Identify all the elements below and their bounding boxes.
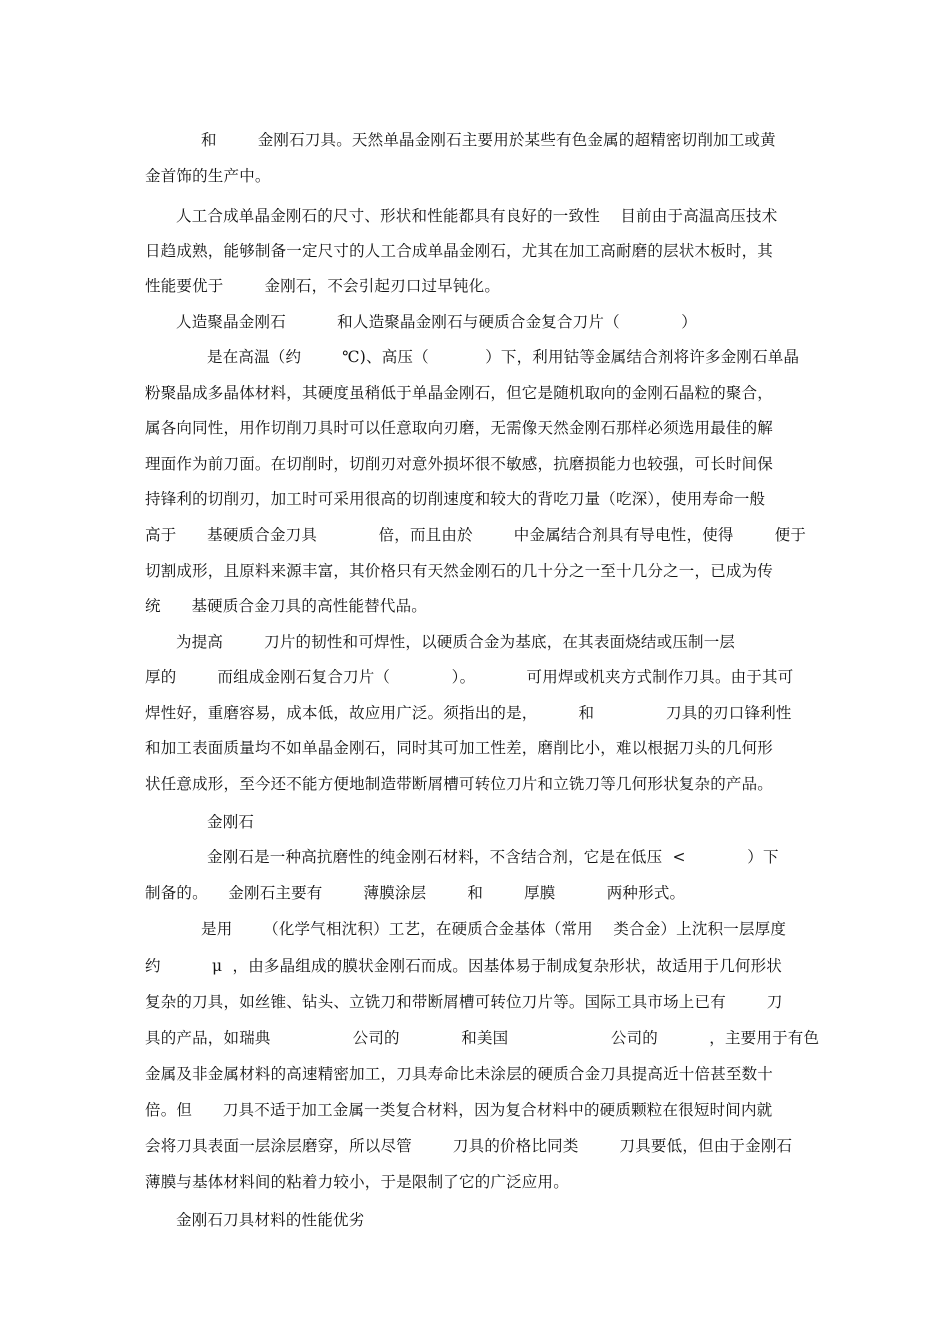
paragraph-line: 焊性好，重磨容易，成本低，故应用广泛。须指出的是， 和 刀具的刃口锋利性 <box>145 704 792 722</box>
section-heading: 金刚石刀具材料的性能优劣 <box>176 1211 365 1229</box>
paragraph-line: 理面作为前刀面。在切削时，切削刃对意外损坏很不敏感，抗磨损能力也较强，可长时间保 <box>145 455 774 473</box>
paragraph-line: 是在高温（约 ℃)、高压（ ）下，利用钴等金属结合剂将许多金刚石单晶 <box>207 348 800 366</box>
paragraph-line: 金属及非金属材料的高速精密加工，刀具寿命比未涂层的硬质合金刀具提高近十倍甚至数十 <box>145 1065 774 1083</box>
paragraph-line: 和加工表面质量均不如单晶金刚石，同时其可加工性差，磨削比小，难以根据刀头的几何形 <box>145 739 774 757</box>
paragraph-line: 会将刀具表面一层涂层磨穿，所以尽管 刀具的价格比同类 刀具要低，但由于金刚石 <box>145 1137 793 1155</box>
paragraph-line: 约 μ ，由多晶组成的膜状金刚石而成。因基体易于制成复杂形状，故适用于几何形状 <box>145 957 783 975</box>
paragraph-line: 日趋成熟，能够制备一定尺寸的人工合成单晶金刚石，尤其在加工高耐磨的层状木板时，其 <box>145 242 774 260</box>
paragraph-line: 切割成形，且原料来源丰富，其价格只有天然金刚石的几十分之一至十几分之一，已成为传 <box>145 562 774 580</box>
paragraph-line: 金刚石是一种高抗磨性的纯金刚石材料，不含结合剂，它是在低压 < ）下 <box>207 848 779 866</box>
paragraph-line: 是用 （化学气相沈积）工艺，在硬质合金基体（常用 类合金）上沈积一层厚度 <box>201 920 787 938</box>
section-heading: 人造聚晶金刚石 和人造聚晶金刚石与硬质合金复合刀片（ ） <box>176 313 697 331</box>
paragraph-line: 持锋利的切削刃，加工时可采用很高的切削速度和较大的背吃刀量（吃深），使用寿命一般 <box>145 490 766 508</box>
paragraph-line: 状任意成形，至今还不能方便地制造带断屑槽可转位刀片和立铣刀等几何形状复杂的产品。 <box>145 775 774 793</box>
paragraph-line: 高于 基硬质合金刀具 倍，而且由於 中金属结合剂具有导电性，使得 便于 <box>145 526 807 544</box>
paragraph-line: 为提高 刀片的韧性和可焊性，以硬质合金为基底，在其表面烧结或压制一层 <box>176 633 736 651</box>
paragraph-line: 统 基硬质合金刀具的高性能替代品。 <box>145 597 427 615</box>
paragraph-line: 属各向同性，用作切削刀具时可以任意取向刃磨，无需像天然金刚石那样必须选用最佳的解 <box>145 419 774 437</box>
paragraph-line: 具的产品，如瑞典 公司的 和美国 公司的 ，主要用于有色 <box>145 1029 820 1047</box>
paragraph-line: 粉聚晶成多晶体材料，其硬度虽稍低于单晶金刚石，但它是随机取向的金刚石晶粒的聚合， <box>145 384 774 402</box>
paragraph-line: 复杂的刀具，如丝锥、钻头、立铣刀和带断屑槽可转位刀片等。国际工具市场上已有 刀 <box>145 993 783 1011</box>
paragraph-line: 金首饰的生产中。 <box>145 167 271 185</box>
paragraph-line: 厚的 而组成金刚石复合刀片（ ）。 可用焊或机夹方式制作刀具。由于其可 <box>145 668 794 686</box>
paragraph-line: 倍。但 刀具不适于加工金属一类复合材料，因为复合材料中的硬质颗粒在很短时间内就 <box>145 1101 773 1119</box>
section-heading: 金刚石 <box>207 813 255 831</box>
paragraph-line: 薄膜与基体材料间的粘着力较小，于是限制了它的广泛应用。 <box>145 1173 569 1191</box>
paragraph-line: 制备的。 金刚石主要有 薄膜涂层 和 厚膜 两种形式。 <box>145 884 686 902</box>
paragraph-line: 和 金刚石刀具。天然单晶金刚石主要用於某些有色金属的超精密切削加工或黄 <box>201 131 776 149</box>
paragraph-line: 人工合成单晶金刚石的尺寸、形状和性能都具有良好的一致性 目前由于高温高压技术 <box>176 207 778 225</box>
paragraph-line: 性能要优于 金刚石，不会引起刃口过早钝化。 <box>145 277 501 295</box>
